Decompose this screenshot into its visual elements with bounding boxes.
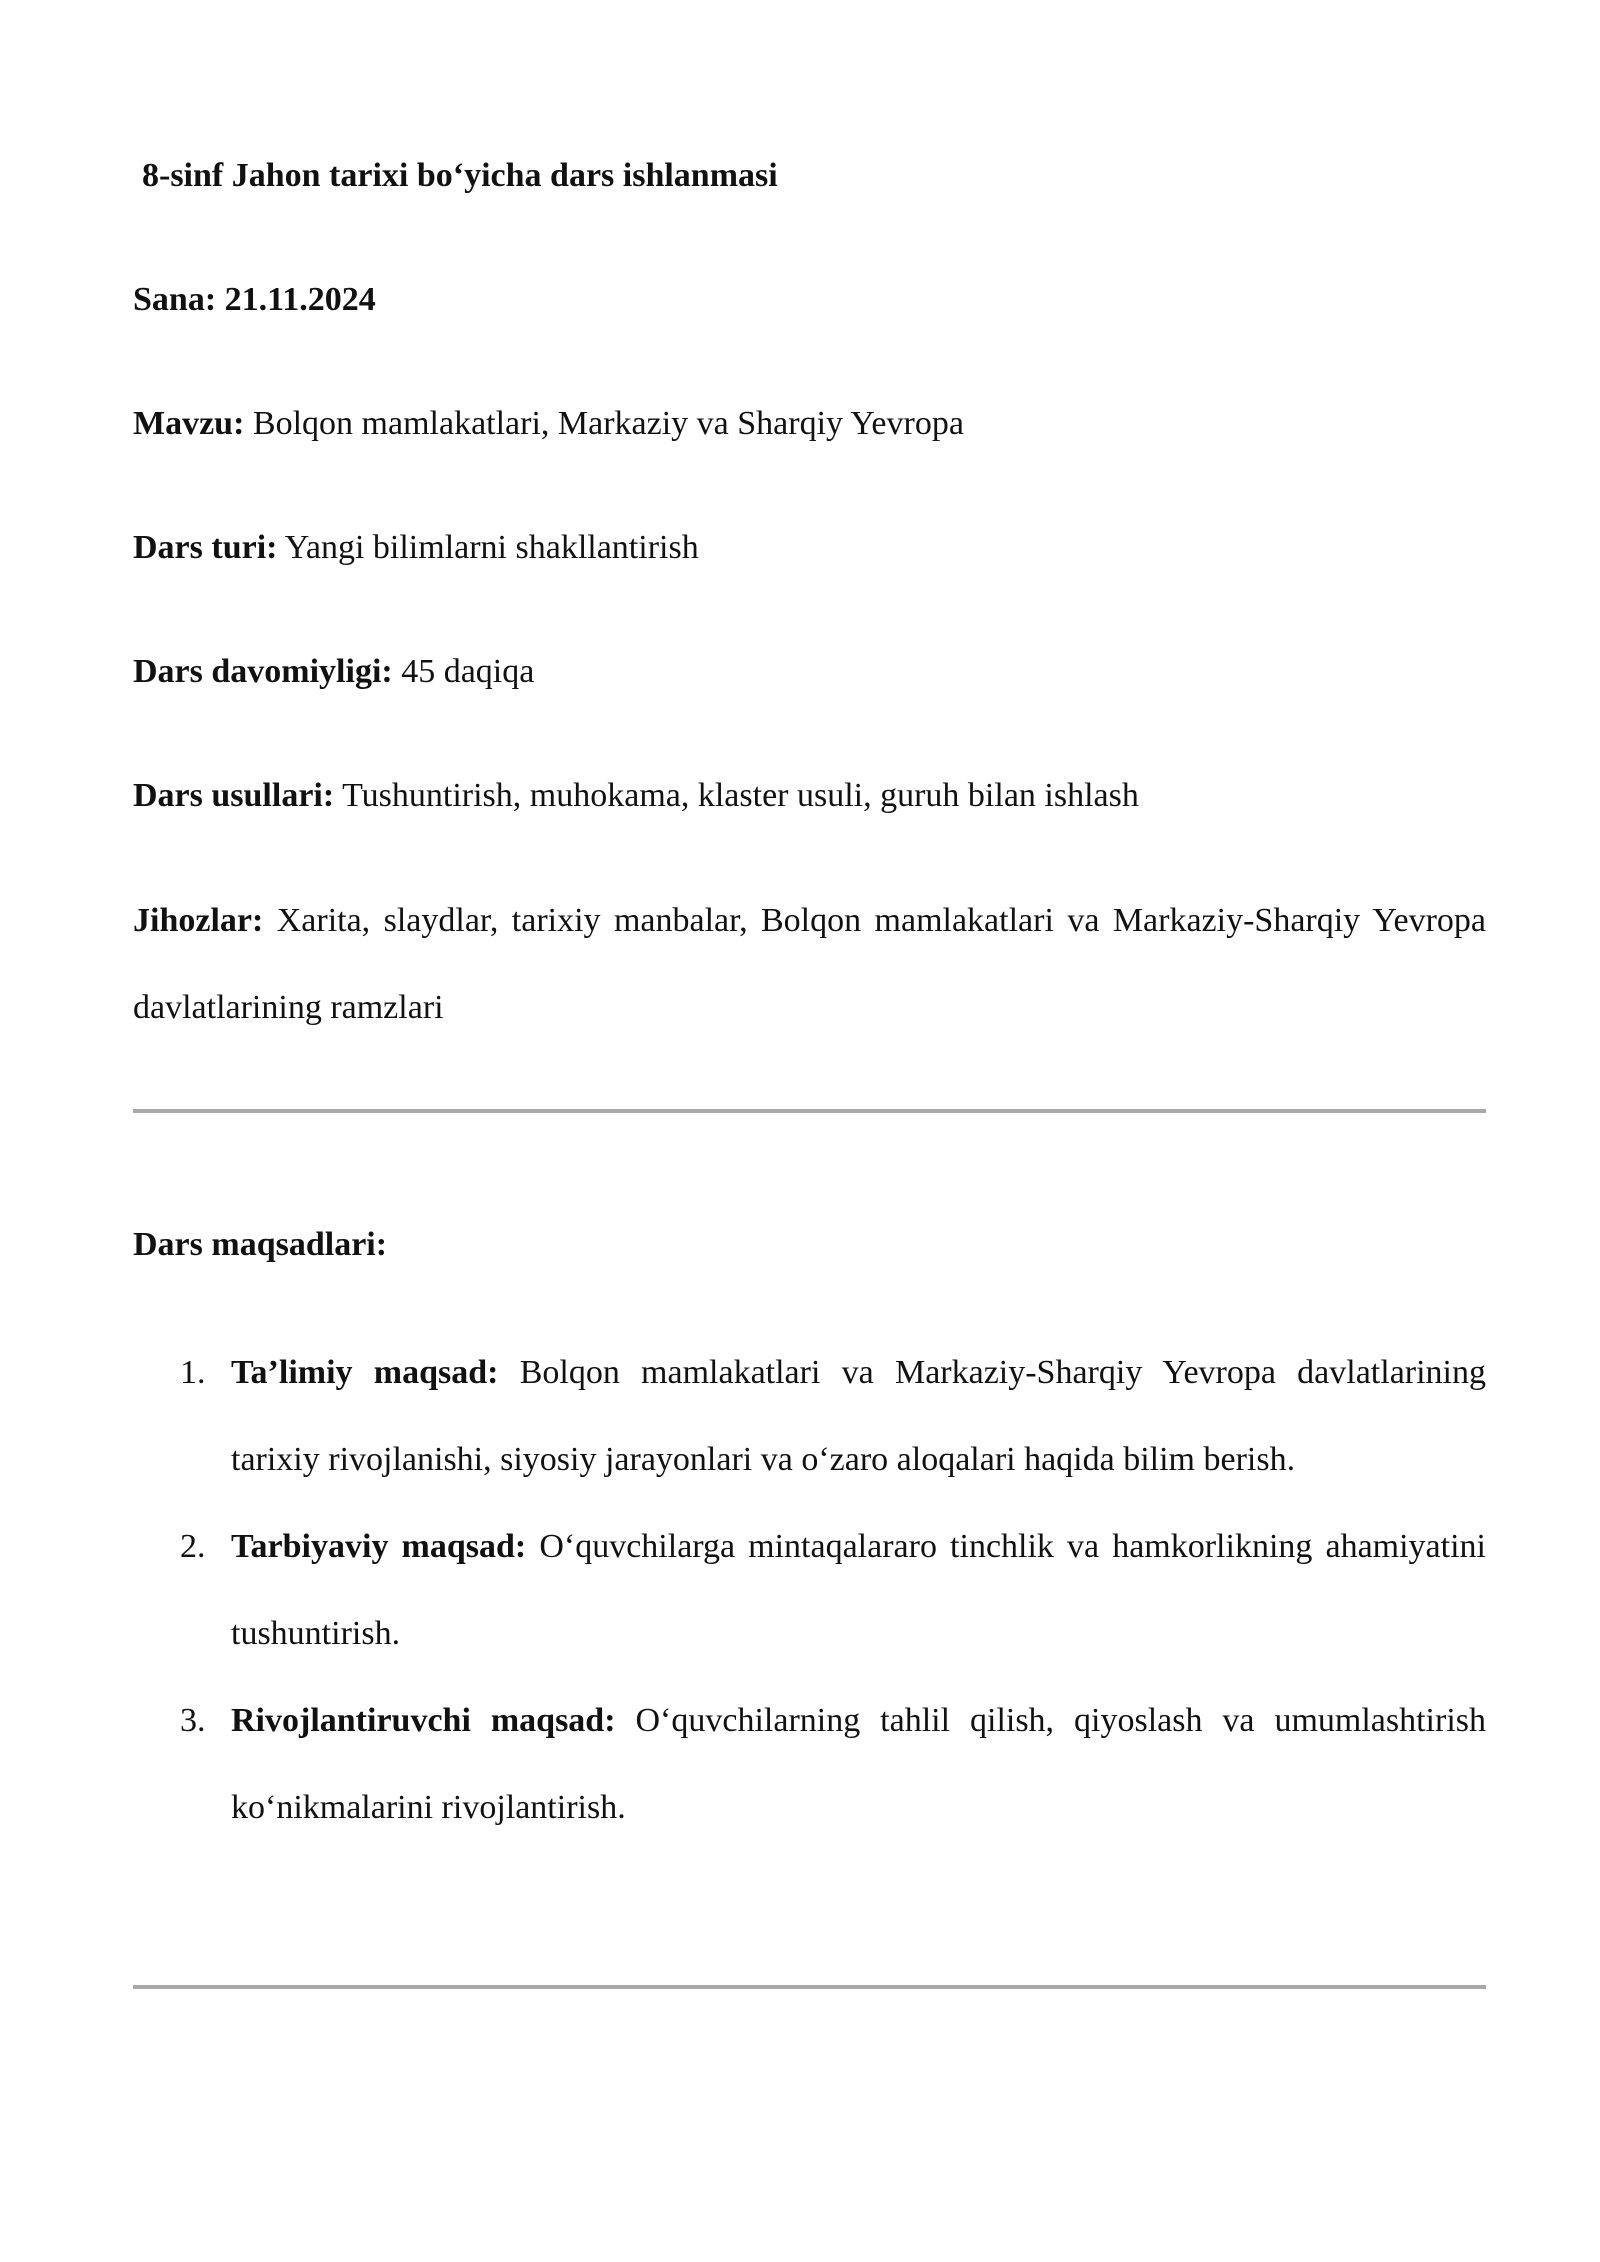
- goal-description: Bolqon mamlakatlari va Markaziy-Sharqiy Yevropa davlatlarining tarixiy rivojlanishi, siyosiy jarayonlari va o‘zaro aloqalari haqida bilim berish.: [231, 1354, 1487, 1478]
- topic-value: Bolqon mamlakatlari, Markaziy va Sharqiy Yevropa: [252, 405, 964, 442]
- goal-text: [231, 1503, 1486, 1677]
- equipment-paragraph: [133, 877, 1486, 1051]
- section-divider-top: [133, 1109, 1486, 1113]
- goal-description: O‘quvchilarning tahlil qilish, qiyoslash va umumlashtirish ko‘nikmalarini rivojlantirish.: [231, 1702, 1486, 1826]
- topic-label: Mavzu:: [133, 405, 245, 442]
- lesson-type-value: Yangi bilimlarni shakllantirish: [284, 529, 699, 566]
- duration-line: [133, 652, 1486, 692]
- goal-item: [0, 1677, 1600, 1851]
- methods-label: Dars usullari:: [133, 777, 335, 814]
- goal-number: 2.: [180, 1528, 206, 1565]
- methods-line: [133, 776, 1486, 816]
- date-label: Sana:: [133, 281, 217, 318]
- goal-label: Rivojlantiruvchi maqsad:: [231, 1702, 616, 1739]
- topic-line: [133, 404, 1486, 444]
- goal-number: 1.: [180, 1354, 206, 1391]
- lesson-type-line: [133, 528, 1486, 568]
- methods-value: Tushuntirish, muhokama, klaster usuli, guruh bilan ishlash: [342, 777, 1139, 814]
- duration-value: 45 daqiqa: [401, 653, 535, 690]
- goals-list: [0, 1329, 1600, 1851]
- goal-item: [0, 1329, 1600, 1503]
- goal-text: [231, 1677, 1486, 1851]
- equipment-value: Xarita, slaydlar, tarixiy manbalar, Bolqon mamlakatlari va Markaziy-Sharqiy Yevropa davlatlarining ramzlari: [133, 902, 1486, 1026]
- lesson-type-label: Dars turi:: [133, 529, 278, 566]
- equipment-label: Jihozlar:: [133, 902, 264, 939]
- goal-item: [0, 1503, 1600, 1677]
- goal-text: [231, 1329, 1486, 1503]
- duration-label: Dars davomiyligi:: [133, 653, 393, 690]
- date-line: [133, 280, 1486, 320]
- section-divider-bottom: [133, 1985, 1486, 1989]
- date-value: 21.11.2024: [224, 281, 376, 318]
- goal-description: O‘quvchilarga mintaqalararo tinchlik va hamkorlikning ahamiyatini tushuntirish.: [231, 1528, 1486, 1652]
- goals-heading: Dars maqsadlari:: [133, 1226, 388, 1263]
- document-title: 8-sinf Jahon tarixi bo‘yicha dars ishlanmasi: [142, 157, 778, 194]
- goal-label: Ta’limiy maqsad:: [231, 1354, 499, 1391]
- goal-number: 3.: [180, 1702, 206, 1739]
- goal-label: Tarbiyaviy maqsad:: [231, 1528, 527, 1565]
